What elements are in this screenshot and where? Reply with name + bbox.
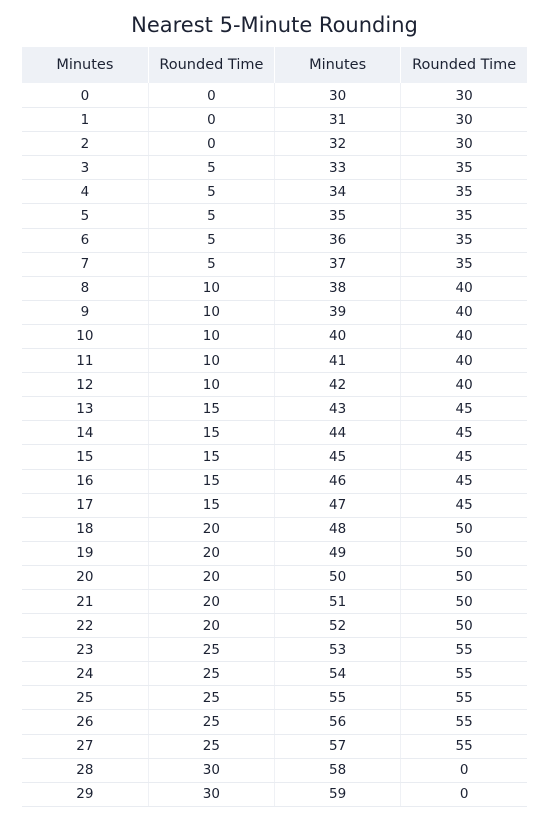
table-row [22,349,527,373]
cell-minutes-right: 33 [275,156,401,180]
cell-rounded-time-right: 55 [401,686,527,710]
table-row [22,734,527,758]
cell-rounded-time-left: 25 [148,638,274,662]
cell-minutes-right: 53 [275,638,401,662]
table-row [22,83,527,108]
cell-rounded-time-right: 55 [401,734,527,758]
cell-rounded-time-left: 30 [148,758,274,782]
cell-minutes-left: 26 [22,710,148,734]
cell-minutes-right: 46 [275,469,401,493]
cell-rounded-time-right: 0 [401,782,527,806]
cell-minutes-right: 40 [275,324,401,348]
cell-minutes-right: 41 [275,349,401,373]
cell-minutes-left: 17 [22,493,148,517]
cell-rounded-time-left: 25 [148,686,274,710]
cell-minutes-right: 54 [275,662,401,686]
cell-rounded-time-right: 55 [401,710,527,734]
table-body [22,83,527,806]
cell-rounded-time-left: 15 [148,493,274,517]
cell-minutes-left: 24 [22,662,148,686]
header-row [22,47,527,83]
cell-minutes-right: 39 [275,300,401,324]
cell-rounded-time-right: 45 [401,397,527,421]
cell-minutes-left: 7 [22,252,148,276]
cell-rounded-time-right: 40 [401,300,527,324]
header-rounded-time-left: Rounded Time [148,47,274,83]
cell-minutes-right: 34 [275,180,401,204]
table-row [22,300,527,324]
cell-minutes-right: 55 [275,686,401,710]
cell-rounded-time-right: 45 [401,445,527,469]
cell-rounded-time-left: 5 [148,252,274,276]
table-row [22,565,527,589]
cell-minutes-right: 44 [275,421,401,445]
table-row [22,782,527,806]
cell-minutes-left: 16 [22,469,148,493]
table-row [22,204,527,228]
rounding-table-container [22,47,527,807]
cell-minutes-left: 2 [22,132,148,156]
cell-rounded-time-left: 10 [148,324,274,348]
table-row [22,324,527,348]
cell-rounded-time-right: 45 [401,493,527,517]
cell-minutes-left: 5 [22,204,148,228]
cell-rounded-time-left: 20 [148,541,274,565]
cell-minutes-right: 35 [275,204,401,228]
cell-minutes-right: 49 [275,541,401,565]
cell-rounded-time-right: 35 [401,180,527,204]
cell-rounded-time-right: 50 [401,589,527,613]
cell-minutes-left: 23 [22,638,148,662]
cell-rounded-time-right: 30 [401,108,527,132]
header-minutes-left: Minutes [22,47,148,83]
cell-rounded-time-left: 0 [148,132,274,156]
cell-rounded-time-right: 50 [401,517,527,541]
table-row [22,686,527,710]
cell-rounded-time-left: 10 [148,349,274,373]
cell-rounded-time-left: 10 [148,276,274,300]
cell-minutes-left: 28 [22,758,148,782]
table-row [22,156,527,180]
cell-rounded-time-left: 15 [148,397,274,421]
cell-rounded-time-right: 40 [401,276,527,300]
table-row [22,493,527,517]
table-row [22,397,527,421]
table-row [22,108,527,132]
cell-minutes-left: 11 [22,349,148,373]
cell-rounded-time-left: 15 [148,421,274,445]
cell-rounded-time-right: 30 [401,132,527,156]
table-row [22,638,527,662]
table-row [22,132,527,156]
cell-minutes-right: 37 [275,252,401,276]
cell-rounded-time-left: 15 [148,445,274,469]
cell-minutes-left: 21 [22,589,148,613]
table-row [22,373,527,397]
cell-minutes-left: 6 [22,228,148,252]
cell-rounded-time-right: 35 [401,204,527,228]
cell-rounded-time-left: 20 [148,517,274,541]
cell-rounded-time-left: 0 [148,108,274,132]
cell-minutes-right: 58 [275,758,401,782]
cell-minutes-right: 52 [275,614,401,638]
cell-minutes-right: 30 [275,83,401,108]
cell-minutes-left: 15 [22,445,148,469]
cell-rounded-time-left: 5 [148,228,274,252]
cell-rounded-time-right: 45 [401,469,527,493]
cell-rounded-time-left: 30 [148,782,274,806]
cell-minutes-right: 48 [275,517,401,541]
cell-rounded-time-right: 0 [401,758,527,782]
cell-rounded-time-left: 25 [148,662,274,686]
cell-minutes-left: 3 [22,156,148,180]
cell-rounded-time-right: 35 [401,252,527,276]
header-rounded-time-right: Rounded Time [401,47,527,83]
table-row [22,445,527,469]
cell-rounded-time-right: 50 [401,565,527,589]
cell-minutes-right: 32 [275,132,401,156]
table-row [22,228,527,252]
table-row [22,252,527,276]
table-row [22,614,527,638]
cell-minutes-right: 51 [275,589,401,613]
cell-minutes-right: 43 [275,397,401,421]
cell-minutes-right: 31 [275,108,401,132]
cell-minutes-right: 36 [275,228,401,252]
cell-minutes-left: 4 [22,180,148,204]
cell-rounded-time-right: 45 [401,421,527,445]
table-header [22,47,527,83]
table-row [22,758,527,782]
table-row [22,662,527,686]
cell-rounded-time-right: 40 [401,373,527,397]
table-row [22,589,527,613]
cell-minutes-right: 56 [275,710,401,734]
cell-minutes-left: 9 [22,300,148,324]
cell-minutes-left: 12 [22,373,148,397]
cell-minutes-left: 25 [22,686,148,710]
table-row [22,180,527,204]
cell-rounded-time-left: 5 [148,180,274,204]
cell-rounded-time-left: 0 [148,83,274,108]
cell-rounded-time-right: 30 [401,83,527,108]
cell-minutes-right: 47 [275,493,401,517]
cell-rounded-time-left: 25 [148,734,274,758]
cell-rounded-time-right: 55 [401,662,527,686]
table-row [22,276,527,300]
cell-rounded-time-left: 10 [148,300,274,324]
cell-rounded-time-left: 20 [148,614,274,638]
cell-minutes-left: 27 [22,734,148,758]
cell-rounded-time-left: 5 [148,156,274,180]
cell-rounded-time-right: 55 [401,638,527,662]
cell-minutes-right: 59 [275,782,401,806]
cell-minutes-right: 38 [275,276,401,300]
cell-rounded-time-right: 40 [401,324,527,348]
cell-rounded-time-right: 40 [401,349,527,373]
cell-minutes-left: 0 [22,83,148,108]
cell-rounded-time-right: 50 [401,614,527,638]
table-row [22,469,527,493]
cell-minutes-left: 13 [22,397,148,421]
cell-minutes-left: 10 [22,324,148,348]
cell-rounded-time-left: 25 [148,710,274,734]
cell-rounded-time-left: 20 [148,565,274,589]
cell-rounded-time-right: 35 [401,156,527,180]
cell-minutes-left: 20 [22,565,148,589]
table-row [22,421,527,445]
cell-minutes-right: 50 [275,565,401,589]
cell-rounded-time-left: 5 [148,204,274,228]
rounding-table [22,47,527,807]
page-title: Nearest 5-Minute Rounding [131,13,418,37]
cell-minutes-right: 57 [275,734,401,758]
cell-rounded-time-left: 20 [148,589,274,613]
cell-minutes-left: 22 [22,614,148,638]
table-row [22,710,527,734]
cell-minutes-left: 1 [22,108,148,132]
cell-minutes-left: 14 [22,421,148,445]
cell-rounded-time-right: 50 [401,541,527,565]
table-row [22,541,527,565]
cell-rounded-time-left: 10 [148,373,274,397]
cell-minutes-left: 18 [22,517,148,541]
cell-minutes-left: 19 [22,541,148,565]
cell-rounded-time-right: 35 [401,228,527,252]
cell-minutes-right: 42 [275,373,401,397]
cell-rounded-time-left: 15 [148,469,274,493]
cell-minutes-left: 8 [22,276,148,300]
header-minutes-right: Minutes [275,47,401,83]
cell-minutes-left: 29 [22,782,148,806]
table-row [22,517,527,541]
cell-minutes-right: 45 [275,445,401,469]
